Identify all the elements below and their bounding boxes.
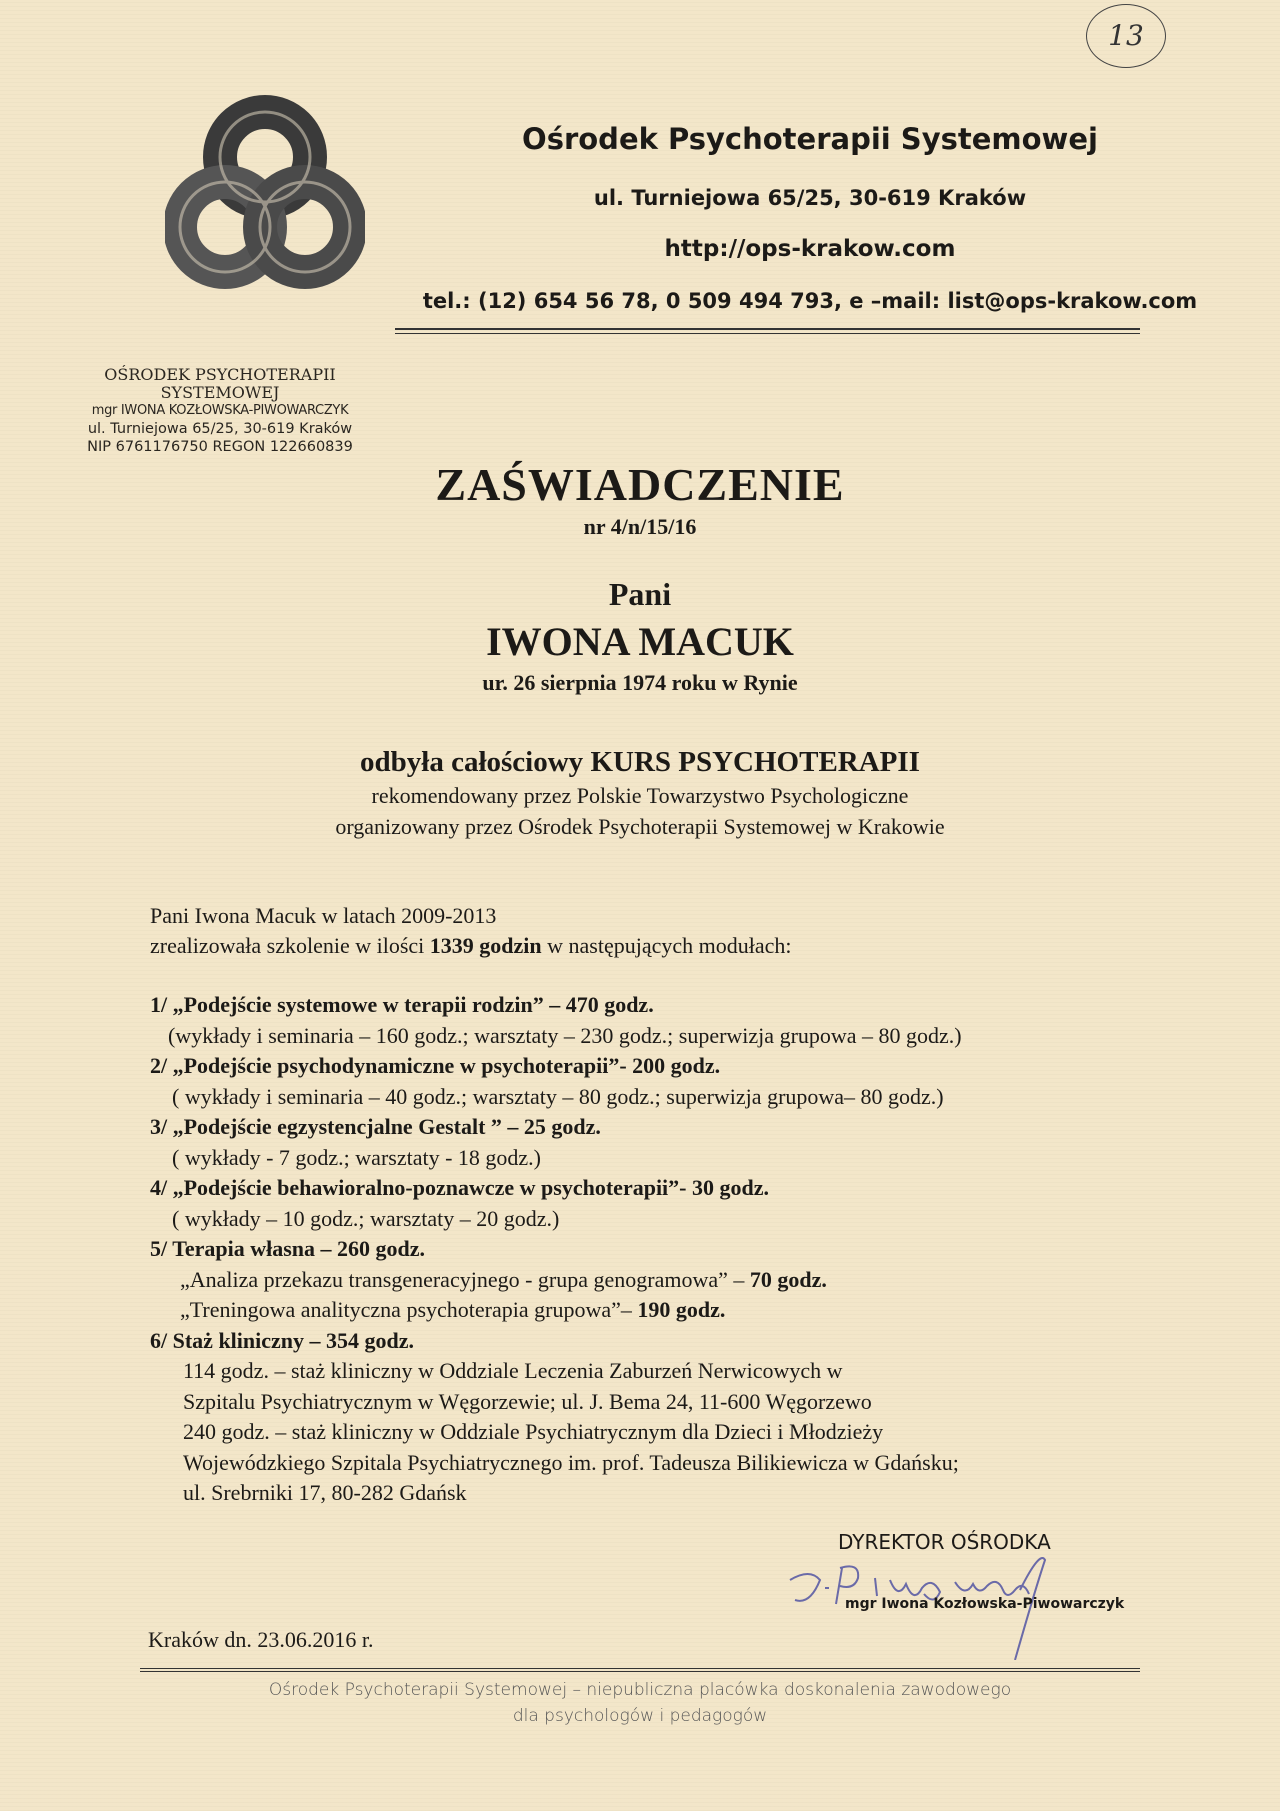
therapy-hours: 190 godz. (637, 1297, 726, 1322)
header-divider (395, 328, 1140, 334)
footer-divider (140, 1668, 1140, 1672)
page-number-circle (1086, 4, 1166, 68)
internship-line: Szpitalu Psychiatrycznym w Węgorzewie; ul. J. Bema 24, 11-600 Węgorzewo (183, 1389, 872, 1414)
internship-line: ul. Srebrniki 17, 80-282 Gdańsk (183, 1480, 467, 1505)
signature-name: mgr Iwona Kozłowska-Piwowarczyk (845, 1596, 1125, 1612)
summary-text: w następujących modułach: (541, 933, 792, 958)
signature-role: DYREKTOR OŚRODKA (838, 1530, 1051, 1554)
recipient-birth: ur. 26 sierpnia 1974 roku w Rynie (482, 670, 798, 695)
summary-line-2 (150, 933, 792, 959)
organization-stamp (70, 366, 370, 456)
module-title: 3/ „Podejście egzystencjalne Gestalt ” – 25 godz. (150, 1114, 601, 1139)
course-line (0, 746, 1280, 779)
page-number: 13 (1108, 19, 1144, 52)
recipient-name: IWONA MACUK (486, 619, 794, 664)
course-recommended: rekomendowany przez Polskie Towarzystwo Psychologiczne (371, 783, 909, 808)
therapy-hours: 70 godz. (749, 1267, 827, 1292)
module-details: ( wykłady i seminaria – 40 godz.; warsztaty – 80 godz.; superwizja grupowa– 80 godz.) (172, 1084, 944, 1109)
org-contact: tel.: (12) 654 56 78, 0 509 494 793, e –mail: list@ops-krakow.com (422, 289, 1198, 313)
org-website[interactable]: http://ops-krakow.com (664, 236, 956, 262)
org-name: Ośrodek Psychoterapii Systemowej (522, 122, 1098, 156)
footer-line-2: dla psychologów i pedagogów (512, 1706, 768, 1726)
knot-logo-icon (165, 92, 365, 297)
summary-line-1: Pani Iwona Macuk w latach 2009-2013 (150, 903, 497, 928)
document-number: nr 4/n/15/16 (583, 514, 697, 539)
module-title: 2/ „Podejście psychodynamiczne w psychoterapii”- 200 godz. (150, 1053, 721, 1078)
internship-line: 240 godz. – staż kliniczny w Oddziale Psychiatrycznym dla Dzieci i Młodzieży (183, 1419, 884, 1444)
module-title: 6/ Staż kliniczny – 354 godz. (150, 1328, 415, 1353)
salutation: Pani (608, 576, 672, 612)
stamp-line: mgr IWONA KOZŁOWSKA-PIWOWARCZYK (91, 403, 349, 418)
document-title: ZAŚWIADCZENIE (435, 459, 845, 510)
footer-line-1: Ośrodek Psychoterapii Systemowej – niepubliczna placówka doskonalenia zawodowego (268, 1680, 1012, 1700)
module-title: 1/ „Podejście systemowe w terapii rodzin” – 470 godz. (150, 992, 654, 1017)
module-details: (wykłady i seminaria – 160 godz.; warsztaty – 230 godz.; superwizja grupowa – 80 godz.) (168, 1023, 962, 1048)
stamp-line: NIP 6761176750 REGON 122660839 (87, 439, 353, 455)
course-prefix: odbyła całościowy (360, 746, 591, 778)
org-address: ul. Turniejowa 65/25, 30-619 Kraków (593, 186, 1027, 210)
total-hours: 1339 godzin (429, 933, 542, 958)
course-name: KURS PSYCHOTERAPII (590, 746, 920, 778)
course-organized: organizowany przez Ośrodek Psychoterapii Systemowej w Krakowie (335, 814, 945, 839)
therapy-text: „Treningowa analityczna psychoterapia grupowa”– (180, 1297, 638, 1322)
therapy-item (180, 1267, 827, 1293)
module-title: 5/ Terapia własna – 260 godz. (150, 1236, 426, 1261)
module-title: 4/ „Podejście behawioralno-poznawcze w psychoterapii”- 30 godz. (150, 1175, 769, 1200)
module-details: ( wykłady - 7 godz.; warsztaty - 18 godz.) (172, 1145, 542, 1170)
summary-text: zrealizowała szkolenie w ilości (150, 933, 430, 958)
stamp-line: OŚRODEK PSYCHOTERAPII (104, 365, 336, 384)
module-details: ( wykłady – 10 godz.; warsztaty – 20 godz.) (172, 1206, 560, 1231)
therapy-text: „Analiza przekazu transgeneracyjnego - grupa genogramowa” – (180, 1267, 750, 1292)
internship-line: 114 godz. – staż kliniczny w Oddziale Leczenia Zaburzeń Nerwicowych w (183, 1358, 843, 1383)
stamp-line: ul. Turniejowa 65/25, 30-619 Kraków (87, 421, 353, 437)
internship-line: Wojewódzkiego Szpitala Psychiatrycznego im. prof. Tadeusza Bilikiewicza w Gdańsku; (183, 1450, 959, 1475)
therapy-item (180, 1297, 725, 1323)
place-date: Kraków dn. 23.06.2016 r. (148, 1627, 374, 1652)
stamp-line: SYSTEMOWEJ (160, 383, 280, 402)
